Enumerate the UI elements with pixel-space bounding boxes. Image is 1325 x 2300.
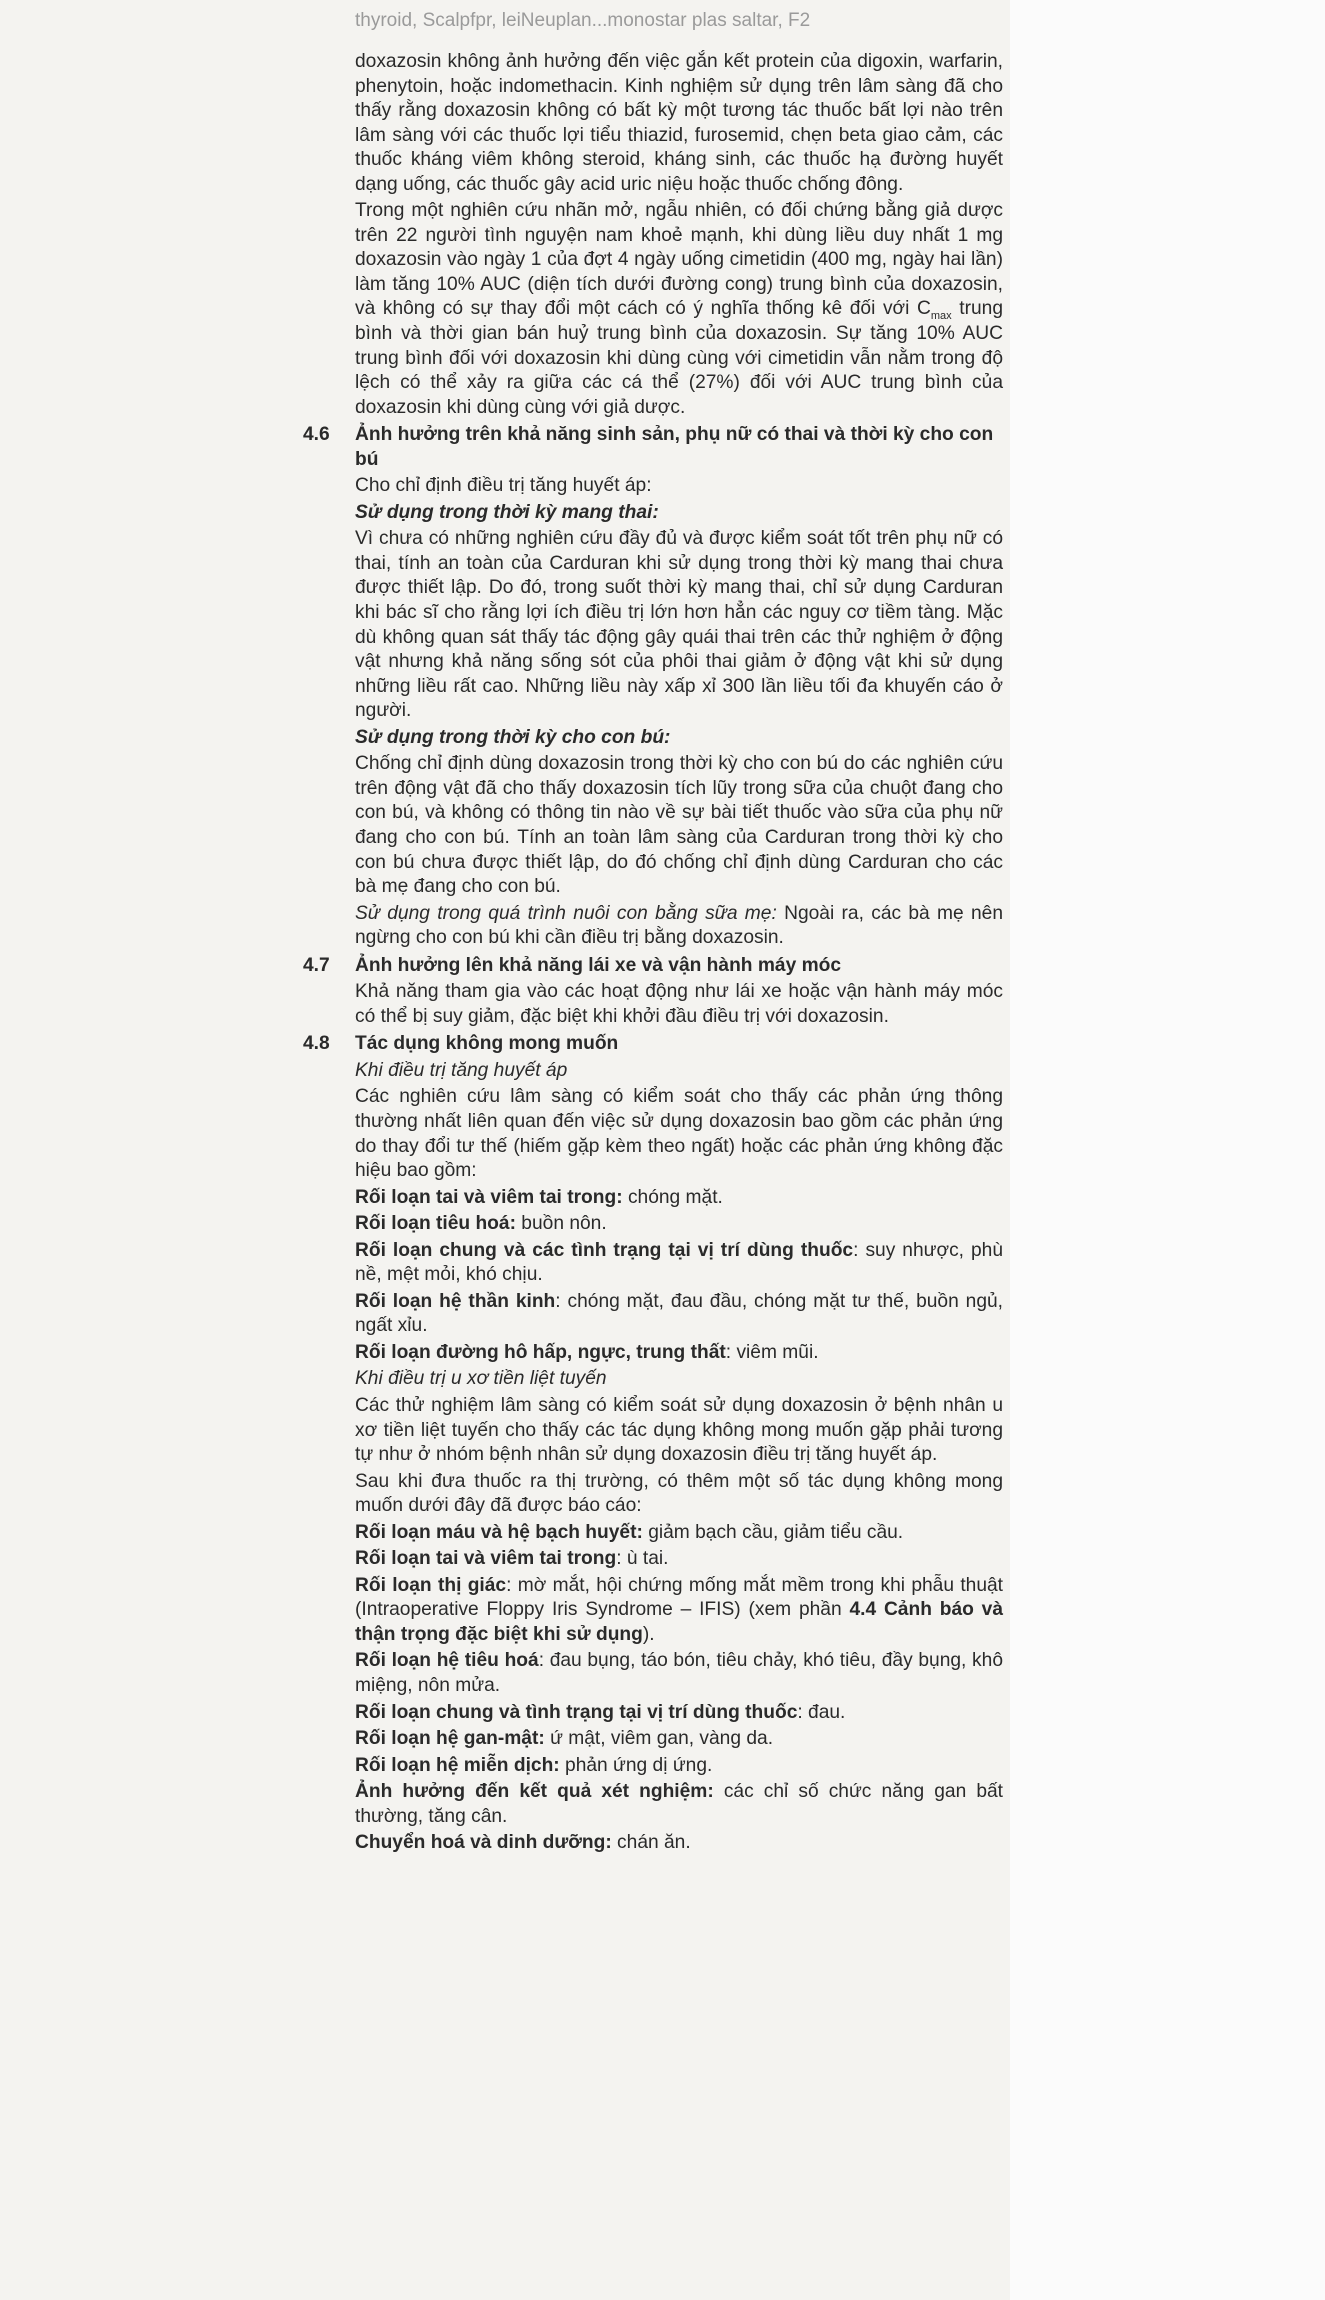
adverse-item: Rối loạn hệ thần kinh: chóng mặt, đau đầu, chóng mặt tư thế, buồn ngủ, ngất xỉu. — [355, 1290, 1003, 1337]
section-number: 4.8 — [303, 1033, 330, 1055]
lactation-subheading: Sử dụng trong thời kỳ cho con bú: — [355, 726, 671, 748]
adverse-item: Rối loạn tiêu hoá: buồn nôn. — [355, 1213, 607, 1235]
bph-paragraph: Các thử nghiệm lâm sàng có kiểm soát sử dụng doxazosin ở bệnh nhân u xơ tiền liệt tuyến cho thấy các tác dụng không mong muốn gặp phải tương tự như ở nhóm bệnh nhân sử dụng doxazosin điều trị tăng huyết áp. — [355, 1394, 1003, 1466]
pregnancy-paragraph: Vì chưa có những nghiên cứu đầy đủ và được kiểm soát tốt trên phụ nữ có thai, tính an toàn của Carduran khi sử dụng trong thời kỳ mang thai chưa được thiết lập. Do đó, trong suốt thời kỳ mang thai, chỉ sử dụng Carduran khi bác sĩ cho rằng lợi ích điều trị lớn hơn hẳn các nguy cơ tiềm tàng. Mặc dù không quan sát thấy tác động gây quái thai trên các thử nghiệm ở động vật nhưng khả năng sống sót của phôi thai giảm ở động vật khi sử dụng những liều rất cao. Những liều này xấp xỉ 300 lần liều tối đa khuyến cáo ở người. — [355, 528, 1003, 722]
lactation-paragraph: Chống chỉ định dùng doxazosin trong thời kỳ cho con bú do các nghiên cứu trên động vật đã cho thấy doxazosin tích lũy trong sữa của chuột đang cho con bú, và không có thông tin nào về sự bài tiết thuốc vào sữa của phụ nữ đang cho con bú. Tính an toàn lâm sàng của Carduran trong thời kỳ cho con bú chưa được thiết lập, do đó chống chỉ định dùng Carduran cho các bà mẹ đang cho con bú. — [355, 753, 1003, 898]
section-title: Ảnh hưởng trên khả năng sinh sản, phụ nữ có thai và thời kỳ cho con bú — [355, 424, 994, 470]
adverse-item: Rối loạn chung và các tình trạng tại vị trí dùng thuốc: suy nhược, phù nề, mệt mỏi, khó chịu. — [355, 1239, 1004, 1286]
hypertension-paragraph: Các nghiên cứu lâm sàng có kiểm soát cho thấy các phản ứng thông thường nhất liên quan đến việc sử dụng doxazosin bao gồm các phản ứng do thay đổi tư thế (hiếm gặp kèm theo ngất) hoặc các phản ứng không đặc hiệu bao gồm: — [355, 1086, 1003, 1182]
bph-subheading: Khi điều trị u xơ tiền liệt tuyến — [355, 1368, 607, 1390]
adverse-item: Rối loạn hệ gan-mật: ứ mật, viêm gan, vàng da. — [355, 1728, 774, 1750]
adverse-item: Rối loạn tai và viêm tai trong: ù tai. — [355, 1548, 669, 1570]
section-title: Ảnh hưởng lên khả năng lái xe và vận hành máy móc — [355, 954, 842, 976]
adverse-item: Rối loạn đường hô hấp, ngực, trung thất: viêm mũi. — [355, 1341, 819, 1363]
hypertension-subheading: Khi điều trị tăng huyết áp — [355, 1059, 568, 1081]
pregnancy-subheading: Sử dụng trong thời kỳ mang thai: — [355, 501, 659, 523]
adverse-item: Ảnh hưởng đến kết quả xét nghiệm: các chỉ số chức năng gan bất thường, tăng cân. — [355, 1781, 1003, 1827]
section-number: 4.7 — [303, 954, 330, 976]
driving-paragraph: Khả năng tham gia vào các hoạt động như lái xe hoặc vận hành máy móc có thể bị suy giảm, đặc biệt khi khởi đầu điều trị với doxazosin. — [355, 981, 1003, 1027]
top-fragment: thyroid, Scalpfpr, leiNeuplan...monostar plas saltar, F2 — [355, 10, 811, 31]
section-heading-4-7 — [303, 954, 1003, 979]
page-margin — [1010, 0, 1325, 2300]
adverse-item: Rối loạn hệ tiêu hoá: đau bụng, táo bón, tiêu chảy, khó tiêu, đầy bụng, khô miệng, nôn mửa. — [355, 1650, 1003, 1696]
document-column — [303, 50, 1004, 1856]
adverse-item: Rối loạn máu và hệ bạch huyết: giảm bạch cầu, giảm tiểu cầu. — [355, 1521, 904, 1543]
indication-line: Cho chỉ định điều trị tăng huyết áp: — [355, 475, 652, 497]
section-number: 4.6 — [303, 424, 330, 446]
adverse-item: Rối loạn hệ miễn dịch: phản ứng dị ứng. — [355, 1754, 713, 1776]
cimetidine-paragraph: Trong một nghiên cứu nhãn mở, ngẫu nhiên, có đối chứng bằng giả dược trên 22 người tình nguyện nam khoẻ mạnh, khi dùng liều duy nhất 1 mg doxazosin vào ngày 1 của đợt 4 ngày uống cimetidin (400 mg, ngày hai lần) làm tăng 10% AUC (diện tích dưới đường cong) trung bình của doxazosin, và không có sự thay đổi một cách có ý nghĩa thống kê đối với $C_{max}$ trung bình và thời gian bán huỷ trung bình của doxazosin. Sự tăng 10% AUC trung bình đối với doxazosin khi dùng cùng với cimetidin vẫn nằm trong độ lệch có thể xảy ra giữa các cá thể (27%) đối với AUC trung bình của doxazosin khi dùng cùng với giả dược. — [355, 200, 1003, 418]
adverse-item: Chuyển hoá và dinh dưỡng: chán ăn. — [355, 1832, 691, 1854]
section-heading-4-8 — [303, 1032, 1003, 1057]
breastfeeding-paragraph: Sử dụng trong quá trình nuôi con bằng sữa mẹ: Ngoài ra, các bà mẹ nên ngừng cho con bú khi cần điều trị bằng doxazosin. — [355, 902, 1003, 949]
adverse-item: Rối loạn chung và tình trạng tại vị trí dùng thuốc: đau. — [355, 1701, 846, 1723]
adverse-item: Rối loạn tai và viêm tai trong: chóng mặt. — [355, 1186, 723, 1208]
interaction-paragraph: doxazosin không ảnh hưởng đến việc gắn kết protein của digoxin, warfarin, phenytoin, hoặc indomethacin. Kinh nghiệm sử dụng trên lâm sàng đã cho thấy rằng doxazosin không có bất kỳ một tương tác thuốc bất lợi nào trên lâm sàng với các thuốc lợi tiểu thiazid, furosemid, chẹn beta giao cảm, các thuốc kháng viêm không steroid, kháng sinh, các thuốc hạ đường huyết dạng uống, các thuốc gây acid uric niệu hoặc thuốc chống đông. — [355, 51, 1003, 195]
adverse-item: Rối loạn thị giác: mờ mắt, hội chứng mống mắt mềm trong khi phẫu thuật (Intraoperative Floppy Iris Syndrome – IFIS) (xem phần 4.4 Cảnh báo và thận trọng đặc biệt khi sử dụng). — [355, 1574, 1004, 1645]
section-title: Tác dụng không mong muốn — [355, 1033, 619, 1055]
section-heading-4-6 — [303, 423, 1003, 472]
post-marketing-paragraph: Sau khi đưa thuốc ra thị trường, có thêm một số tác dụng không mong muốn dưới đây đã được báo cáo: — [355, 1470, 1003, 1517]
